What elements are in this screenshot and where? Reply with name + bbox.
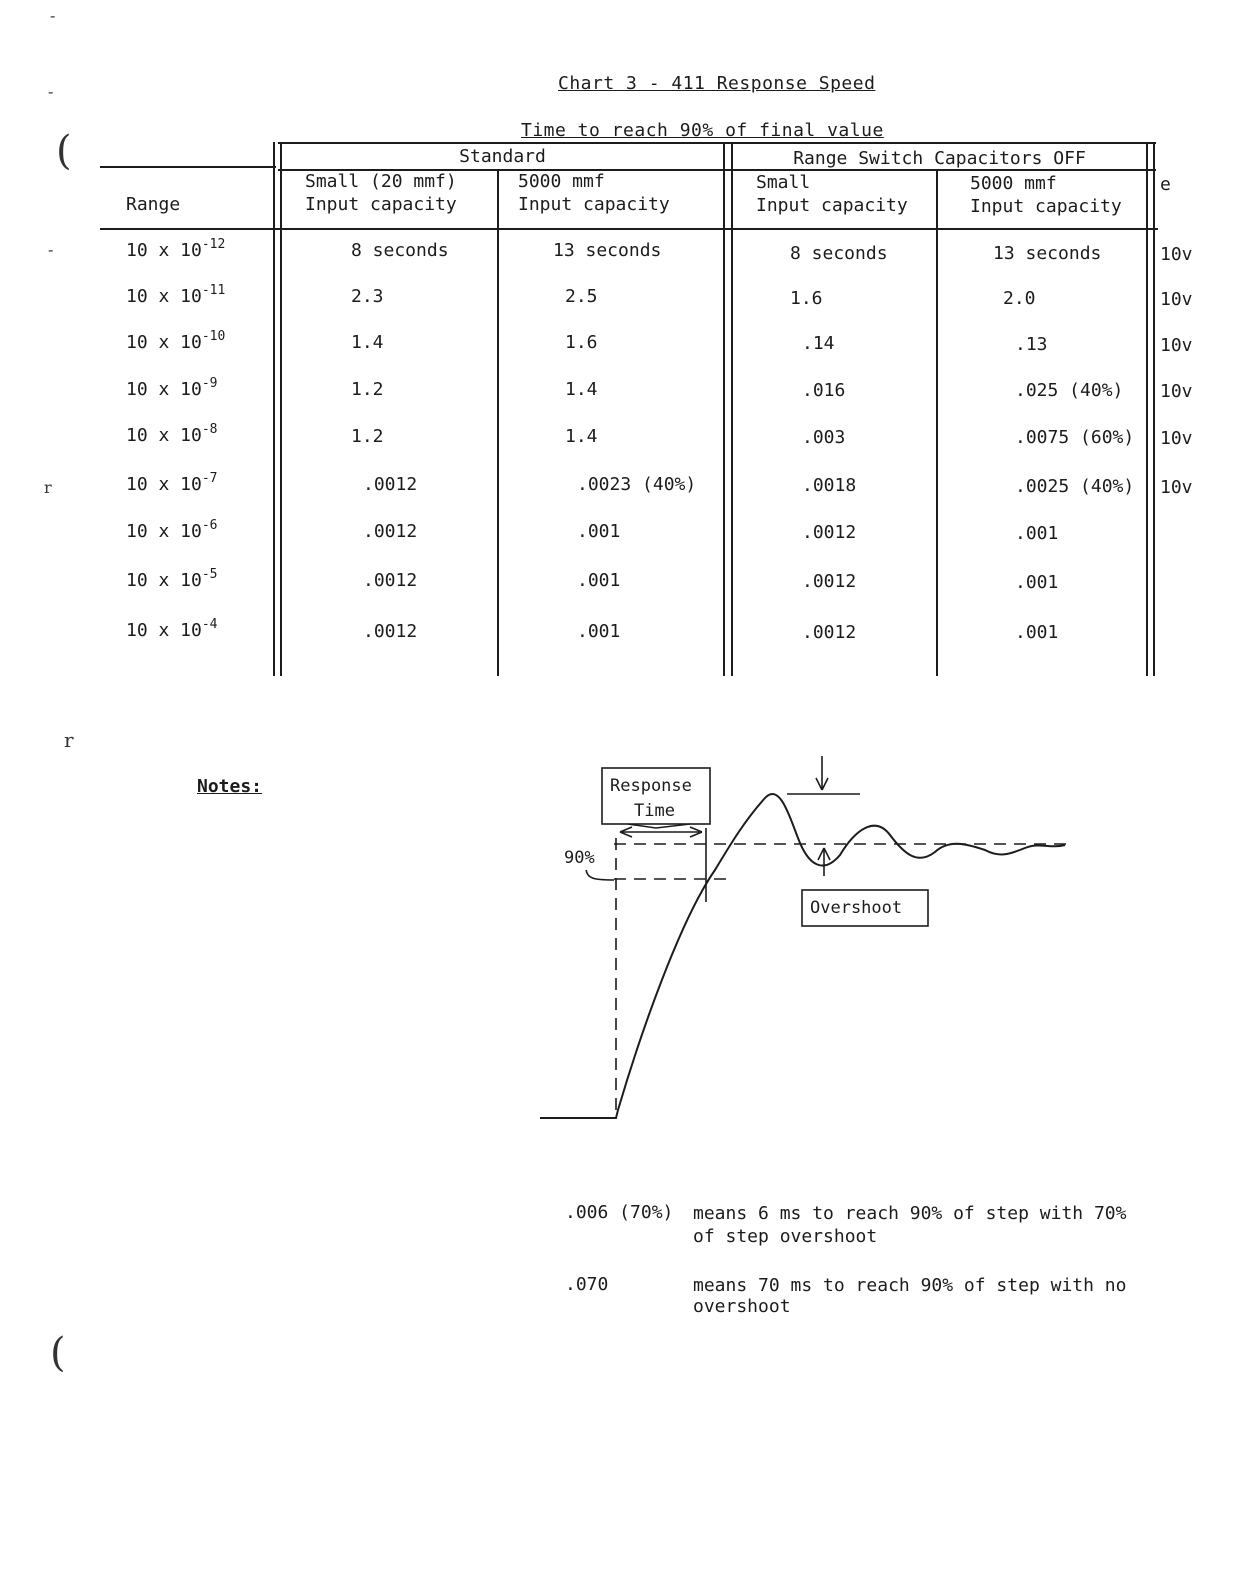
response-label-2: Time: [634, 801, 675, 821]
off-5000-cell: .13: [1015, 334, 1048, 355]
extra-cell: 10v: [1160, 381, 1193, 402]
range-cell: 10 x $10^{-12}$: [126, 237, 226, 261]
header-range: Range: [126, 194, 181, 215]
chart-title: Chart 3 - 411 Response Speed: [558, 73, 876, 94]
header-std-5000-2: Input capacity: [518, 194, 670, 215]
example-line-1: means 6 ms to reach 90% of step with 70%: [693, 1203, 1127, 1224]
std-small-cell: .0012: [363, 474, 418, 495]
scan-speck: -: [50, 6, 56, 25]
range-header-rule: [100, 166, 276, 168]
header-off-5000-2: Input capacity: [970, 196, 1122, 217]
std-5000-cell: .0023 (40%): [577, 474, 697, 495]
off-small-cell: .0012: [802, 571, 857, 592]
ninety-percent-label: 90%: [564, 848, 595, 868]
off-5000-cell: 2.0: [1003, 288, 1036, 309]
divider-standard-cols: [497, 169, 499, 676]
header-extra: e: [1160, 174, 1171, 195]
std-5000-cell: 13 seconds: [553, 240, 662, 261]
group-range-off: Range Switch Capacitors OFF: [793, 148, 1086, 169]
table-caption: Time to reach 90% of final value: [521, 120, 884, 141]
range-cell: 10 x $10^{-8}$: [126, 422, 218, 446]
binding-hole-mark: (: [56, 128, 72, 174]
off-5000-cell: .001: [1015, 622, 1059, 643]
example-value: .070: [565, 1274, 609, 1295]
range-cell: 10 x $10^{-11}$: [126, 283, 226, 307]
header-std-small-1: Small (20 mmf): [305, 171, 457, 192]
group-standard: Standard: [459, 146, 546, 167]
divider-groups-b: [731, 142, 733, 676]
off-small-cell: .016: [802, 380, 846, 401]
off-5000-cell: .001: [1015, 523, 1059, 544]
off-5000-cell: .0075 (60%): [1015, 427, 1135, 448]
example-value: .006 (70%): [565, 1202, 674, 1223]
extra-cell: 10v: [1160, 244, 1193, 265]
std-small-cell: 1.2: [351, 379, 384, 400]
extra-cell: 10v: [1160, 335, 1193, 356]
example-line-1: means 70 ms to reach 90% of step with no: [693, 1275, 1127, 1296]
std-small-cell: .0012: [363, 521, 418, 542]
std-5000-cell: .001: [577, 521, 621, 542]
std-small-cell: 1.2: [351, 426, 384, 447]
std-small-cell: 1.4: [351, 332, 384, 353]
std-small-cell: .0012: [363, 570, 418, 591]
off-5000-cell: .025 (40%): [1015, 380, 1124, 401]
header-off-small-1: Small: [756, 172, 811, 193]
extra-cell: 10v: [1160, 289, 1193, 310]
divider-extra-b: [1153, 142, 1155, 676]
range-cell: 10 x $10^{-4}$: [126, 617, 218, 641]
column-header-rule: [100, 228, 1158, 230]
off-small-cell: .0018: [802, 475, 857, 496]
divider-range: [273, 142, 275, 676]
scan-speck: r: [64, 728, 74, 752]
std-5000-cell: .001: [577, 570, 621, 591]
range-cell: 10 x $10^{-6}$: [126, 518, 218, 542]
header-std-small-2: Input capacity: [305, 194, 457, 215]
off-small-cell: .0012: [802, 522, 857, 543]
ninety-percent-bracket: [586, 870, 614, 880]
std-5000-cell: 1.4: [565, 379, 598, 400]
off-5000-cell: 13 seconds: [993, 243, 1102, 264]
scan-speck: r: [44, 478, 52, 497]
range-cell: 10 x $10^{-9}$: [126, 376, 218, 400]
scan-speck: -: [48, 240, 54, 259]
std-small-cell: 8 seconds: [351, 240, 449, 261]
extra-cell: 10v: [1160, 428, 1193, 449]
std-small-cell: 2.3: [351, 286, 384, 307]
example-line-2: overshoot: [693, 1296, 791, 1317]
divider-groups: [723, 142, 725, 676]
off-5000-cell: .0025 (40%): [1015, 476, 1135, 497]
divider-off-cols: [936, 169, 938, 676]
table-top-rule: [278, 142, 1156, 144]
example-line-2: of step overshoot: [693, 1226, 878, 1247]
scan-speck: -: [48, 82, 54, 101]
divider-extra: [1146, 142, 1148, 676]
step-response-curve: [540, 794, 1065, 1118]
std-5000-cell: .001: [577, 621, 621, 642]
off-small-cell: 8 seconds: [790, 243, 888, 264]
range-cell: 10 x $10^{-7}$: [126, 471, 218, 495]
std-small-cell: .0012: [363, 621, 418, 642]
header-off-5000-1: 5000 mmf: [970, 173, 1057, 194]
std-5000-cell: 1.4: [565, 426, 598, 447]
off-small-cell: .003: [802, 427, 846, 448]
range-cell: 10 x $10^{-5}$: [126, 567, 218, 591]
notes-heading: Notes:: [197, 776, 263, 797]
off-small-cell: 1.6: [790, 288, 823, 309]
header-std-5000-1: 5000 mmf: [518, 171, 605, 192]
std-5000-cell: 2.5: [565, 286, 598, 307]
std-5000-cell: 1.6: [565, 332, 598, 353]
extra-cell: 10v: [1160, 477, 1193, 498]
range-cell: 10 x $10^{-10}$: [126, 329, 226, 353]
overshoot-label: Overshoot: [810, 898, 903, 918]
step-response-diagram: [530, 750, 1090, 1140]
off-small-cell: .14: [802, 333, 835, 354]
binding-hole-mark: (: [50, 1330, 66, 1376]
header-off-small-2: Input capacity: [756, 195, 908, 216]
off-small-cell: .0012: [802, 622, 857, 643]
response-label-1: Response: [610, 776, 692, 796]
divider-range-b: [280, 142, 282, 676]
off-5000-cell: .001: [1015, 572, 1059, 593]
